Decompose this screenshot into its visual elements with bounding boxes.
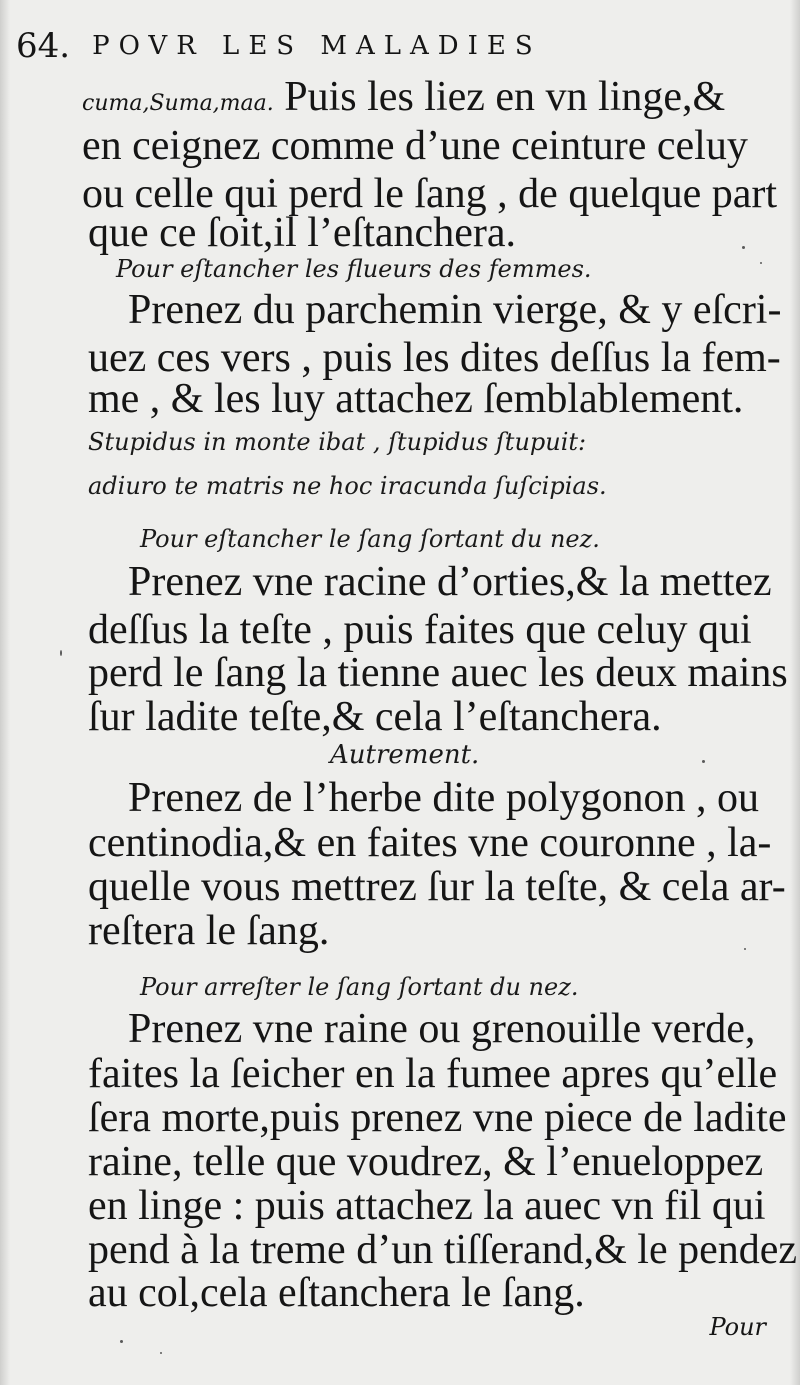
text-line: Prenez de l’herbe dite polygonon , ou [128, 775, 759, 821]
ink-speck [760, 262, 762, 264]
text-line: me , & les luy attachez ſemblablement. [88, 376, 744, 422]
ink-speck [60, 650, 62, 656]
latin-verse: Stupidus in monte ibat , ſtupidus ſtupuit: [88, 428, 587, 456]
section-heading: Autrement. [330, 740, 480, 770]
text-line: quelle vous mettrez ſur la teſte, & cela ar- [88, 864, 786, 910]
text-line: Prenez vne raine ou grenouille verde, [128, 1006, 756, 1052]
text-line: Prenez du parchemin vierge, & y eſcri- [128, 287, 782, 333]
text-line: au col,cela eſtanchera le ſang. [88, 1270, 585, 1316]
text-line: en ceignez comme d’une ceinture celuy [82, 123, 748, 169]
ink-speck [120, 1340, 123, 1343]
page-edge-right [790, 0, 800, 1385]
text-line: ſera morte,puis prenez vne piece de ladite [88, 1095, 787, 1141]
ink-speck [160, 1352, 162, 1354]
section-heading: Pour eſtancher le ſang ſortant du nez. [140, 525, 600, 553]
text-line: deſſus la teſte , puis faites que celuy qui [88, 607, 752, 653]
text-line: raine, telle que voudrez, & l’enueloppez [88, 1139, 764, 1185]
page-number: 64. [16, 26, 71, 66]
ink-speck [742, 246, 745, 249]
catchword: Pour [709, 1313, 766, 1341]
text-line: reſtera le ſang. [88, 908, 330, 954]
text-line [82, 72, 725, 122]
text-line: Prenez vne racine d’orties,& la mettez [128, 559, 772, 605]
page-header [16, 26, 542, 66]
page-edge-left [0, 0, 10, 1385]
ink-speck [702, 760, 705, 763]
charm-words: cuma,Suma,maa. [82, 91, 274, 116]
text-line: ou celle qui perd le ſang , de quelque part [82, 171, 778, 217]
text-line: que ce ſoit,il l’eſtanchera. [88, 210, 516, 256]
text-line: uez ces vers , puis les dites deſſus la fem- [88, 335, 781, 381]
text-line: pend à la treme d’un tiſſerand,& le pendez [88, 1227, 798, 1273]
text-line: en linge : puis attachez la auec vn fil qui [88, 1183, 766, 1229]
ink-speck [744, 948, 746, 950]
text-line: faites la ſeicher en la fumee apres qu’elle [88, 1051, 778, 1097]
running-title: POVR LES MALADIES [92, 31, 542, 61]
latin-verse: adiuro te matris ne hoc iracunda ſuſcipias. [88, 472, 607, 500]
section-heading: Pour arreſter le ſang ſortant du nez. [140, 973, 579, 1001]
text-line: perd le ſang la tienne auec les deux mains [88, 650, 788, 696]
text-line: ſur ladite teſte,& cela l’eſtanchera. [88, 694, 662, 740]
section-heading: Pour eſtancher les flueurs des femmes. [116, 255, 592, 283]
text-span: Puis les liez en vn linge,& [284, 74, 726, 120]
text-line: centinodia,& en faites vne couronne , la- [88, 820, 772, 866]
